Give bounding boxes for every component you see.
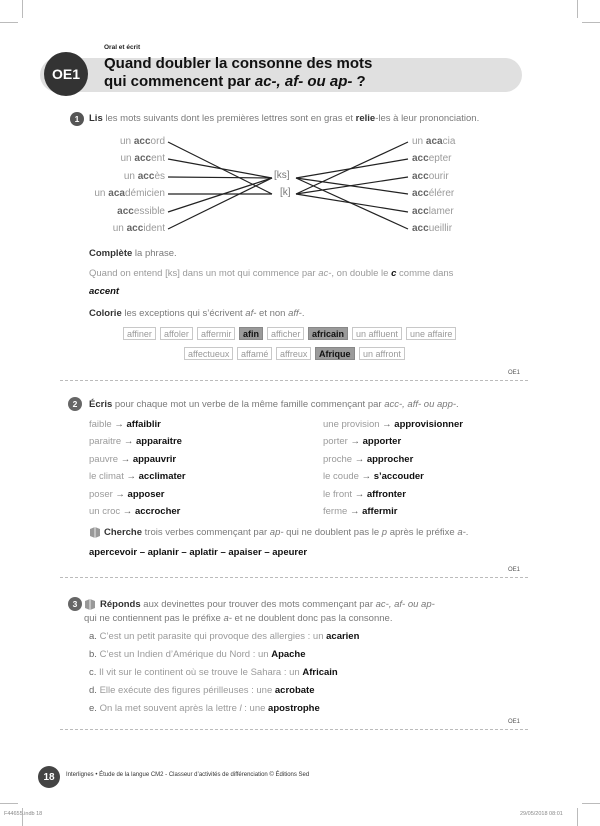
verb-answer[interactable]: affaiblir: [126, 419, 161, 430]
cherche-instruction: [104, 527, 468, 538]
section-tag: OE1: [508, 370, 521, 376]
footer-credits: Interlignes • Étude de la langue CM2 - Classeur d’activités de différenciation © Éditions Sed: [66, 772, 310, 778]
riddle-item: [89, 685, 315, 696]
word-family-pair: [323, 506, 397, 517]
word-rest: ueillir: [428, 223, 453, 234]
riddle-answer[interactable]: apostrophe: [268, 703, 320, 714]
arrow-right-icon: →: [120, 454, 133, 465]
instruction-prefix: a-: [223, 613, 232, 624]
lesson-badge: OE1: [44, 52, 88, 96]
word-prefix: acc: [117, 206, 134, 217]
print-file-info: F44655.indb 18: [4, 811, 43, 817]
word-prefix: aca: [425, 136, 443, 147]
exercise-2-instruction: [89, 399, 459, 410]
riddle-text: C’est un petit parasite qui provoque des allergies : un: [99, 631, 327, 642]
riddle-letter-ref: l: [239, 703, 242, 714]
word-chip[interactable]: affiner: [123, 327, 156, 340]
riddle-item: [89, 631, 359, 642]
instruction-text: les mots suivants dont les premières lettres sont en gras et: [102, 113, 356, 124]
instruction-text: .: [301, 308, 305, 319]
verb-answer[interactable]: acclimater: [138, 471, 186, 482]
word-rest: cia: [442, 136, 456, 147]
instruction-text: les exceptions qui s’écrivent: [121, 308, 246, 319]
riddle-text: Il vit sur le continent où se trouve le Sahara : un: [99, 667, 303, 678]
base-word: poser: [89, 489, 116, 500]
instruction-text: .: [465, 527, 469, 538]
exception-chip-highlighted[interactable]: africain: [308, 327, 348, 340]
base-word: un croc: [89, 506, 123, 517]
book-icon: [89, 526, 101, 538]
arrow-right-icon: →: [354, 489, 367, 500]
word-rest: ent: [151, 153, 165, 164]
sentence-letter: c: [391, 268, 397, 279]
sentence-answer[interactable]: accent: [89, 286, 120, 297]
riddle-letter: e.: [89, 703, 100, 714]
arrow-right-icon: →: [114, 419, 127, 430]
word-rest: epter: [428, 153, 452, 164]
base-word: porter: [323, 436, 351, 447]
arrow-right-icon: →: [123, 436, 136, 447]
title-end: ?: [352, 73, 366, 90]
word-family-pair: [89, 454, 176, 465]
word-rest: essible: [133, 206, 165, 217]
match-line: [296, 159, 408, 178]
match-line: [168, 159, 272, 178]
riddle-letter: b.: [89, 649, 100, 660]
word-prefix: acc: [133, 136, 151, 147]
exercise-3-instruction: [100, 599, 435, 610]
word-rest: démicien: [124, 188, 165, 199]
word-family-pair: [323, 471, 424, 482]
verb-answer[interactable]: approvisionner: [394, 419, 463, 430]
sound-k[interactable]: [k]: [280, 187, 291, 198]
colorie-instruction: [89, 308, 304, 319]
word-chip[interactable]: afficher: [267, 327, 304, 340]
match-line: [168, 178, 272, 212]
exercise-number-3: 3: [68, 597, 82, 611]
word-chip[interactable]: un affront: [359, 347, 405, 360]
word-family-pair: [89, 506, 180, 517]
instruction-prefix: acc-, aff- ou app-: [384, 399, 457, 410]
verb-answer[interactable]: affermir: [362, 506, 398, 517]
word-prefix: acc: [134, 153, 152, 164]
riddle-letter: d.: [89, 685, 100, 696]
sentence-text: comme dans: [396, 268, 454, 279]
riddle-text: Elle exécute des figures périlleuses : une: [99, 685, 275, 696]
instruction-text: trois verbes commençant par: [142, 527, 270, 538]
instruction-verb: Complète: [89, 248, 133, 259]
word-chip[interactable]: un affluent: [352, 327, 402, 340]
instruction-text: la phrase.: [132, 248, 177, 259]
verb-answer[interactable]: apposer: [127, 489, 165, 500]
instruction-prefix: af-: [245, 308, 257, 319]
riddle-item: [89, 649, 306, 660]
instruction-verb: Réponds: [100, 599, 141, 610]
verb-answer[interactable]: apporter: [362, 436, 402, 447]
title-text: qui commencent par: [104, 73, 255, 90]
instruction-verb: Colorie: [89, 308, 122, 319]
print-date-info: 29/05/2018 08:01: [520, 811, 563, 817]
arrow-right-icon: →: [354, 454, 367, 465]
riddle-answer[interactable]: Apache: [271, 649, 306, 660]
word-family-pair: [323, 436, 401, 447]
word-prefix: aca: [108, 188, 125, 199]
verb-answer[interactable]: accrocher: [134, 506, 181, 517]
base-word: le coude: [323, 471, 362, 482]
word-rest: élérer: [428, 188, 455, 199]
word-rest: ident: [143, 223, 165, 234]
base-word: pauvre: [89, 454, 121, 465]
word-prefix: acc: [412, 153, 429, 164]
instruction-text: aux devinettes pour trouver des mots commençant par: [140, 599, 376, 610]
riddle-letter: a.: [89, 631, 100, 642]
base-word: le climat: [89, 471, 127, 482]
word-article: un: [123, 171, 138, 182]
section-divider: [60, 729, 528, 730]
sentence-line-1: [89, 268, 453, 279]
riddle-answer[interactable]: acrobate: [274, 685, 315, 696]
word-article: un: [120, 153, 135, 164]
word-chip[interactable]: affectueux: [184, 347, 233, 360]
complete-instruction: [89, 248, 177, 259]
match-line: [168, 178, 272, 229]
base-word: paraitre: [89, 436, 124, 447]
title-prefixes: ac-, af- ou ap-: [254, 73, 353, 90]
word-rest: ourir: [428, 171, 449, 182]
arrow-right-icon: →: [350, 436, 363, 447]
verb-answer[interactable]: s’accouder: [373, 471, 424, 482]
word-rest: ès: [154, 171, 165, 182]
instruction-verb: Cherche: [104, 527, 143, 538]
word-prefix: acc: [412, 206, 429, 217]
title-line-1: Quand doubler la consonne des mots: [104, 55, 373, 72]
word-chip[interactable]: affamé: [237, 347, 272, 360]
instruction-verb: relie: [355, 113, 376, 124]
verb-answer[interactable]: affronter: [366, 489, 406, 500]
sound-ks[interactable]: [ks]: [274, 170, 290, 181]
word-prefix: acc: [137, 171, 155, 182]
arrow-right-icon: →: [115, 489, 128, 500]
word-family-pair: [89, 489, 165, 500]
riddle-text: : une: [241, 703, 269, 714]
base-word: ferme: [323, 506, 350, 517]
section-divider: [60, 577, 528, 578]
word-article: un: [112, 223, 127, 234]
instruction-text: et non: [256, 308, 289, 319]
word-family-pair: [89, 471, 186, 482]
exception-chip-highlighted[interactable]: afin: [239, 327, 263, 340]
base-word: faible: [89, 419, 115, 430]
arrow-right-icon: →: [349, 506, 363, 517]
instruction-prefix: aff-: [288, 308, 302, 319]
arrow-right-icon: →: [361, 471, 374, 482]
word-chip[interactable]: affermir: [197, 327, 235, 340]
section-kicker: Oral et écrit: [104, 44, 141, 51]
instruction-text: -les à leur prononciation.: [375, 113, 480, 124]
page-number: 18: [38, 766, 60, 788]
word-chip[interactable]: affoler: [160, 327, 193, 340]
section-divider: [60, 380, 528, 381]
instruction-prefix: ap-: [269, 527, 284, 538]
word-chip[interactable]: une affaire: [406, 327, 456, 340]
section-tag: OE1: [508, 719, 521, 725]
instruction-verb: Lis: [89, 113, 103, 124]
book-icon: [84, 598, 96, 610]
arrow-right-icon: →: [122, 506, 135, 517]
cherche-answer[interactable]: apercevoir – aplanir – aplatir – apaiser – apeurer: [89, 547, 308, 558]
arrow-right-icon: →: [126, 471, 139, 482]
word-article: un: [412, 136, 426, 147]
instruction-text: et ne doublent donc pas la consonne.: [231, 613, 393, 624]
word-chip[interactable]: affreux: [276, 347, 311, 360]
instruction-text: qui ne doublent pas le: [283, 527, 382, 538]
verb-answer[interactable]: appauvrir: [132, 454, 177, 465]
instruction-verb: Écris: [89, 399, 113, 410]
match-line: [168, 177, 272, 178]
base-word: une provision: [323, 419, 383, 430]
instruction-text: pour chaque mot un verbe de la même famille commençant par: [112, 399, 385, 410]
riddle-item: [89, 667, 338, 678]
word-family-pair: [89, 436, 182, 447]
sentence-prefix: ac-: [318, 268, 332, 279]
arrow-right-icon: →: [382, 419, 395, 430]
exercise-3-instruction-line-2: [84, 613, 392, 624]
verb-answer[interactable]: approcher: [366, 454, 414, 465]
word-prefix: acc: [412, 223, 429, 234]
word-family-pair: [323, 489, 406, 500]
word-family-pair: [89, 419, 161, 430]
riddle-item: [89, 703, 320, 714]
exception-chip-highlighted[interactable]: Afrique: [315, 347, 355, 360]
instruction-text: qui ne contiennent pas le préfixe: [84, 613, 224, 624]
word-prefix: acc: [412, 188, 429, 199]
word-prefix: acc: [126, 223, 144, 234]
section-tag: OE1: [508, 567, 521, 573]
word-rest: ord: [150, 136, 165, 147]
word-family-pair: [323, 419, 463, 430]
word-prefix: acc: [412, 171, 429, 182]
riddle-text: C’est un Indien d’Amérique du Nord : un: [99, 649, 272, 660]
word-article: un: [94, 188, 109, 199]
riddle-text: On la met souvent après la lettre: [99, 703, 240, 714]
word-rest: lamer: [428, 206, 454, 217]
instruction-letter: p: [381, 527, 388, 538]
exercise-number-2: 2: [68, 397, 82, 411]
sentence-text: Quand on entend [ks] dans un mot qui commence par: [89, 268, 319, 279]
word-article: un: [119, 136, 134, 147]
instruction-prefix: a-: [457, 527, 466, 538]
instruction-text: après le préfixe: [387, 527, 458, 538]
instruction-text: .: [456, 399, 459, 410]
riddle-answer[interactable]: Africain: [302, 667, 338, 678]
base-word: le front: [323, 489, 355, 500]
word-family-pair: [323, 454, 413, 465]
exercise-number-1: 1: [70, 112, 84, 126]
sentence-text: , on double le: [331, 268, 392, 279]
verb-answer[interactable]: apparaitre: [136, 436, 182, 447]
base-word: proche: [323, 454, 355, 465]
riddle-letter: c.: [89, 667, 100, 678]
instruction-prefix: ac-, af- ou ap-: [375, 599, 435, 610]
riddle-answer[interactable]: acarien: [326, 631, 360, 642]
